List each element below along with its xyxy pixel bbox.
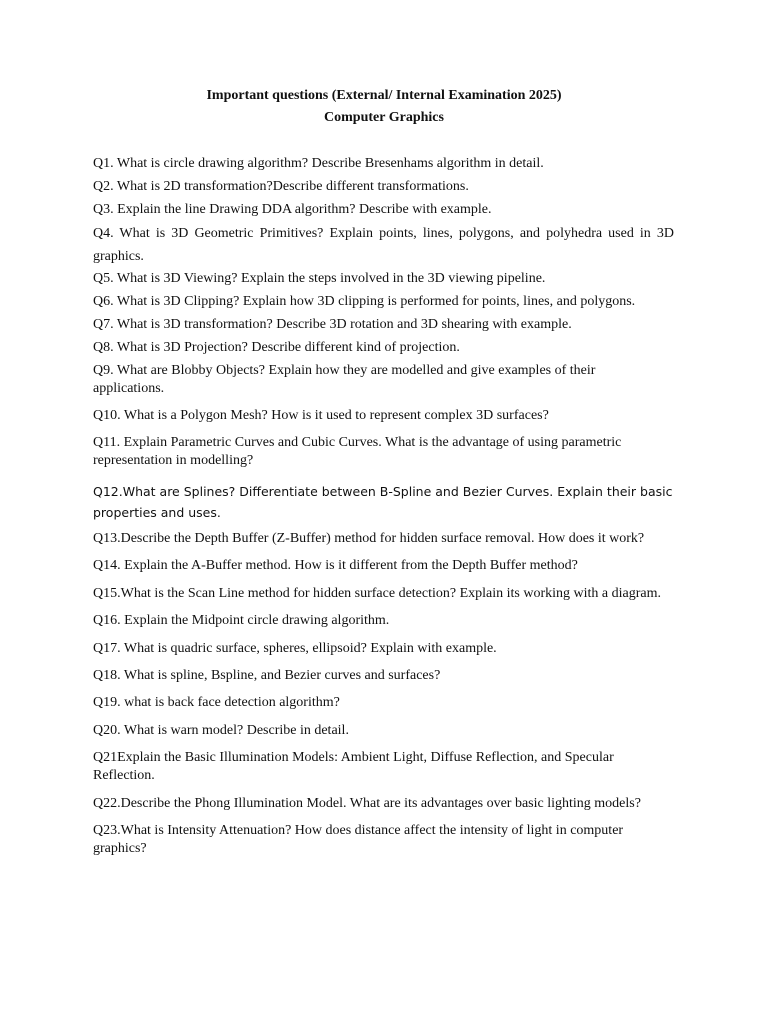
question-10: Q10. What is a Polygon Mesh? How is it used to represent complex 3D surfaces? bbox=[93, 408, 549, 423]
question-17: Q17. What is quadric surface, spheres, ellipsoid? Explain with example. bbox=[93, 641, 497, 656]
subject-title: Computer Graphics bbox=[324, 110, 444, 125]
question-7: Q7. What is 3D transformation? Describe 3D rotation and 3D shearing with example. bbox=[93, 317, 572, 332]
question-4: Q4. What is 3D Geometric Primitives? Explain points, lines, polygons, and polyhedra used in 3D graphics. bbox=[93, 226, 674, 264]
question-14: Q14. Explain the A-Buffer method. How is it different from the Depth Buffer method? bbox=[93, 558, 578, 573]
question-23: Q23.What is Intensity Attenuation? How does distance affect the intensity of light in computer graphics? bbox=[93, 823, 624, 856]
question-6: Q6. What is 3D Clipping? Explain how 3D clipping is performed for points, lines, and polygons. bbox=[93, 294, 636, 309]
question-11: Q11. Explain Parametric Curves and Cubic Curves. What is the advantage of using parametric representation in modelling? bbox=[93, 435, 622, 468]
question-16: Q16. Explain the Midpoint circle drawing algorithm. bbox=[93, 613, 390, 628]
question-18: Q18. What is spline, Bspline, and Bezier curves and surfaces? bbox=[93, 668, 441, 683]
question-9: Q9. What are Blobby Objects? Explain how they are modelled and give examples of their applications. bbox=[93, 363, 596, 396]
question-5: Q5. What is 3D Viewing? Explain the steps involved in the 3D viewing pipeline. bbox=[93, 271, 546, 286]
question-15: Q15.What is the Scan Line method for hidden surface detection? Explain its working with a diagram. bbox=[93, 586, 662, 601]
document-title: Important questions (External/ Internal Examination 2025) bbox=[206, 88, 562, 103]
question-8: Q8. What is 3D Projection? Describe different kind of projection. bbox=[93, 340, 460, 355]
question-12: Q12.What are Splines? Differentiate between B-Spline and Bezier Curves. Explain their basic properties and uses. bbox=[93, 484, 673, 520]
question-2: Q2. What is 2D transformation?Describe different transformations. bbox=[93, 179, 469, 194]
question-3: Q3. Explain the line Drawing DDA algorithm? Describe with example. bbox=[93, 202, 492, 217]
question-21: Q21Explain the Basic Illumination Models: Ambient Light, Diffuse Reflection, and Specular Reflection. bbox=[93, 750, 614, 783]
question-13: Q13.Describe the Depth Buffer (Z-Buffer) method for hidden surface removal. How does it work? bbox=[93, 531, 645, 546]
question-20: Q20. What is warn model? Describe in detail. bbox=[93, 723, 349, 738]
question-1: Q1. What is circle drawing algorithm? Describe Bresenhams algorithm in detail. bbox=[93, 156, 544, 171]
question-19: Q19. what is back face detection algorithm? bbox=[93, 695, 340, 710]
question-22: Q22.Describe the Phong Illumination Model. What are its advantages over basic lighting models? bbox=[93, 796, 641, 811]
